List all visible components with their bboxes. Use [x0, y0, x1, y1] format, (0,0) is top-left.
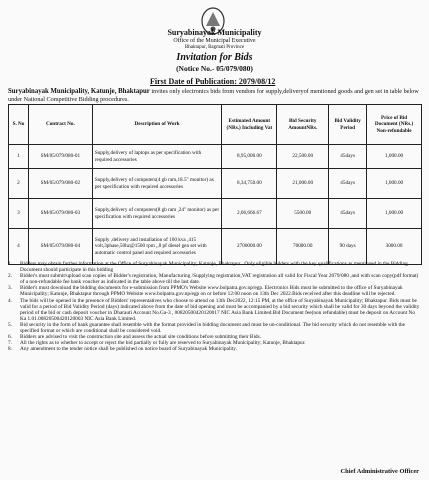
col-header-amount: Estimated Amount (NRs.) Including Vat	[222, 105, 277, 145]
note-text: Bidders are advised to visit the construction site and assess the actual site conditions before submitting their Bids.	[20, 334, 261, 341]
cell-price: 1,000.00	[367, 145, 422, 169]
cell-description: Supply ,delivery and installation of 160 kva ,415 volt,3phase,50hz@1500 rpm ,,8 pf diesel gen set with automatic control panel and required accessories	[92, 229, 222, 265]
intro-org: Suryabinayak Municipality, Katunje, Bhaktapur	[8, 88, 150, 95]
cell-contract: SM/05/079/080-02	[28, 169, 92, 199]
cell-price: 1,000.00	[367, 199, 422, 229]
page-title: Invitation for Bids	[176, 52, 253, 63]
note-number: 5.	[8, 321, 12, 328]
table-row	[9, 145, 422, 169]
cell-validity: 45days	[329, 145, 367, 169]
col-header-contract: Contract No.	[28, 105, 92, 145]
note-text: All the rights as to whether to accept or reject the bid partially or fully are reserved to Suryabinayak Municipality; Katunje, Bhaktapur.	[20, 340, 306, 347]
note-text: Bidders may obtain further information at the Office of Suryabinayak Municipality; Katunje, Bhaktapur . Only eligible bidders with the key qualifications as mentioned in the Bidding Document should participate in this bidding	[20, 261, 408, 274]
col-header-sn: S. No	[9, 105, 29, 145]
list-item	[8, 273, 422, 285]
list-item	[8, 261, 422, 273]
table-row	[9, 169, 422, 199]
col-header-price: Price of Bid Document (NRs.) Non-refundable	[367, 105, 422, 145]
table-row	[9, 229, 422, 265]
table-header-row	[9, 105, 422, 145]
cell-price: 1,000.00	[367, 169, 422, 199]
note-number: 8.	[8, 346, 12, 353]
cell-validity: 90 days	[329, 229, 367, 265]
cell-contract: SM/05/079/080-03	[28, 199, 92, 229]
signature-title: Chief Administrative Officer	[340, 468, 419, 475]
cell-description: Supply,delivery of computers(8 gb ram ,24" monitor) as per specification with required accessories	[92, 199, 222, 229]
note-text: The bids will be opened in the presence of Bidders' representatives who choose to attend on 13th Dec2022, 12:15 PM, at the office of Suryabinayak Municipality; Bhaktapur. Bids must be valid for a period of Bid Validity Period (days) indicated above from the date of bid opening and must be accompanied by a bid security which shall be valid for 30 days beyond the validity period of the bid or cash deposit voucher in Dharauti Account No.Ga-3 , 00820500420120017 NIC Asia Bank Limited.Bid Document fee(non refundable) must be deposit on Account No Ka 1.01.00820500420120003 NIC Asia Bank Limited.	[20, 297, 420, 322]
cell-security: 22,500.00	[277, 145, 329, 169]
col-header-security: Bid Security AmountNRs.	[277, 105, 329, 145]
cell-security: 21,000.00	[277, 169, 329, 199]
note-text: Bidder's must submit/upload scan copies of Bidder's registration, Manufacturing /Supplying registration,VAT registration all valid for Fiscal Year 2079/080 ,and with scan copy(pdf format) of a non-refundable fee bank voucher as indicated in the table above till the last date.	[20, 273, 419, 286]
cell-sn: 2	[9, 169, 29, 199]
cell-validity: 45days	[329, 199, 367, 229]
note-text: Any amendment to the tender notice shall be published on notice board of Suryabinayak Municipality.	[20, 346, 237, 353]
cell-validity: 45days	[329, 169, 367, 199]
cell-sn: 4	[9, 229, 29, 265]
note-number: 1.	[8, 261, 12, 267]
cell-amount: 8,95,000.00	[222, 145, 277, 169]
intro-paragraph	[8, 88, 423, 103]
office-name: Office of the Municipal Executive	[173, 38, 256, 44]
intro-text: invites only electronics bids from vendors for supply,deliveryof mentioned goods and gen set in table below under National Competitive Bidding procedures.	[8, 88, 419, 103]
cell-contract: SM/05/079/080-01	[28, 145, 92, 169]
list-item	[8, 285, 422, 297]
cell-contract: SM/05/079/080-04	[28, 229, 92, 265]
cell-description: Supply,delivery of computers(4 gb ram,18.5" monitor) as per specification with required accessories	[92, 169, 222, 199]
notes-list	[8, 261, 422, 352]
bid-table	[8, 104, 422, 265]
col-header-description: Description of Work	[92, 105, 222, 145]
note-number: 2.	[8, 273, 12, 280]
list-item	[8, 298, 422, 322]
cell-amount: 2700000.00	[222, 229, 277, 265]
municipality-name: Suryabinayak Municipality	[167, 28, 262, 37]
note-number: 3.	[8, 285, 12, 292]
office-address: Bhaktapur, Bagmati Province	[184, 45, 245, 50]
cell-description: Supply,delivery of laptops as per specification with required accessories	[92, 145, 222, 169]
cell-price: 3000.00	[367, 229, 422, 265]
cell-amount: 2,06,666.67	[222, 199, 277, 229]
list-item	[8, 322, 422, 334]
cell-security: 5500.00	[277, 199, 329, 229]
cell-sn: 3	[9, 199, 29, 229]
note-text: Bidder's must download the bidding documents for e-submission from PPMO's Website www.bolpatra.gov.np/egp. Electronics Bids must be submitted to the office of Suryabinayak Municipality; Katunje, Bhaktapur through PPMO Website www.bolpatra.gov.np/egp on or before 12:00 noon on 13th Dec 2022.Bids received after this deadline will be rejected.	[20, 285, 403, 298]
note-text: Bid security in the form of bank guarantee shall resemble with the format provided in bidding document and must be un-conditional. The bid security which do not resemble with the specified format or which are conditional shall be considered void.	[20, 321, 406, 335]
col-header-validity: Bid Validity Period	[329, 105, 367, 145]
notice-number: (Notice No.- 05/079/080)	[176, 64, 253, 73]
cell-security: 70000.00	[277, 229, 329, 265]
cell-amount: 8,34,750.00	[222, 169, 277, 199]
table-row	[9, 199, 422, 229]
cell-sn: 1	[9, 145, 29, 169]
publication-date: First Date of Publication: 2079/08/12	[150, 77, 276, 86]
note-number: 4.	[8, 297, 12, 304]
list-item	[8, 346, 422, 352]
note-number: 7.	[8, 340, 12, 347]
note-number: 6.	[8, 334, 12, 341]
